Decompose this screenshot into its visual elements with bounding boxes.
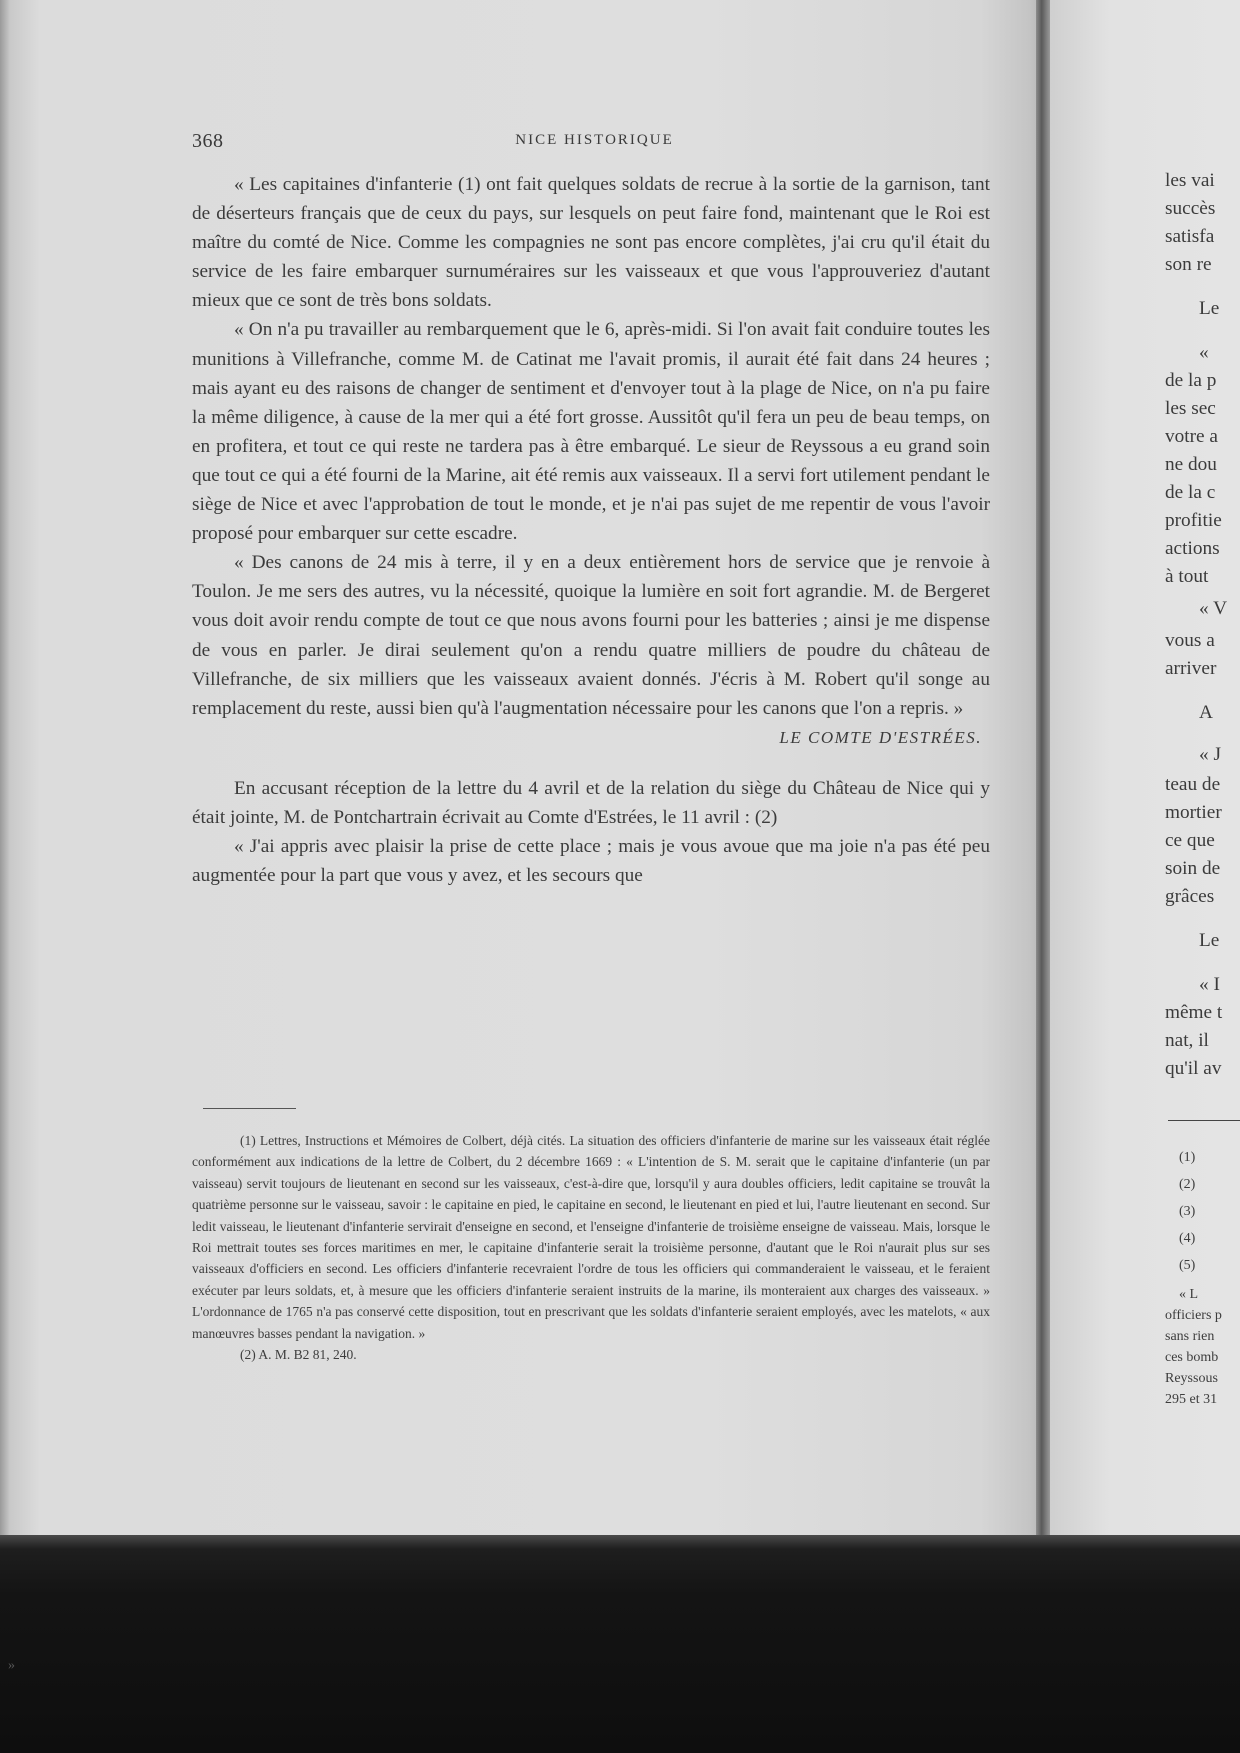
right-page-line: qu'il av [1165,1058,1222,1079]
right-page-line: soin de [1165,858,1221,879]
right-page-line: Le [1199,930,1220,951]
footnote: (1) Lettres, Instructions et Mémoires de Colbert, déjà cités. La situation des officiers d'infanterie de marine sur les vaisseaux était réglée conformément aux indications de la lettre de Colbert, du 2 décembre 1669 : « L'intention de S. M. serait que le capitaine d'infanterie (un par vaisseau) servit toujours de lieutenant en second sur les vaisseaux, c'est-à-dire que, lorsqu'il y aura doubles officiers, ledit capitaine se trouvât la quatrième personne sur le vaisseau, savoir : le capitaine en pied, le capitaine en second, le lieutenant en pied et lui, l'autre lieutenant en second. Sur ledit vaisseau, le lieutenant d'infanterie servirait d'enseigne en second, et l'enseigne d'infanterie de troisième enseigne de vaisseau. Mais, lorsque le Roi mettrait toutes ses forces maritimes en mer, le capitaine d'infanterie serait la troisième personne, d'autant que le Roi n'aurait plus sur ses vaisseaux d'officiers en second. Les officiers d'infanterie recevraient l'ordre de tous les officiers qui commanderaient le vaisseau, et le feraient exécuter par leurs soldats, et, à mesure que les officiers d'infanterie seraient instruits de la marine, ils monteraient aux charges des vaisseaux. » L'ordonnance de 1765 n'a pas conservé cette disposition, tout en prescrivant que les soldats d'infanterie seraient employés, avec les matelots, « aux manœuvres basses pendant la navigation. » [192,1133,990,1341]
right-page-line: son re [1165,254,1212,275]
right-page-line: Le [1199,298,1220,319]
scanner-background [0,1535,1240,1753]
book-gutter [1036,0,1050,1545]
right-page-note: (2) [1179,1177,1196,1192]
right-page-line: ce que [1165,830,1215,851]
paragraph: « Des canons de 24 mis à terre, il y en a deux entièrement hors de service que je renvoie à Toulon. Je me sers des autres, vu la nécessité, quoique la lumière en soit fort agrandie. M. de Bergeret vous doit avoir rendu compte de tout ce que nous avons fourni pour les batteries ; ainsi je me dispense de vous en parler. Je dirai seulement qu'on a rendu quatre milliers de poudre du château de Villefranche, de six milliers que les vaisseaux avaient donnés. J'écris à M. Robert qu'il songe au remplacement du reste, aussi bien qu'à l'augmentation nécessaire pour les canons que l'on a repris. » [192,552,990,719]
right-page-note: ces bomb [1165,1350,1219,1365]
right-page-line: de la c [1165,482,1216,503]
right-page-line: « [1199,342,1209,363]
right-page-line: les sec [1165,398,1216,419]
running-title: NICE HISTORIQUE [515,132,674,148]
right-page-line: actions [1165,538,1220,559]
right-page-note: sans rien [1165,1329,1215,1344]
paragraph: « On n'a pu travailler au rembarquement que le 6, après-midi. Si l'on avait fait conduire toutes les munitions à Villefranche, comme M. de Catinat me l'avait promis, il aurait été fait dans 24 heures ; mais ayant eu des raisons de changer de sentiment et d'envoyer tout à la plage de Nice, on n'a pu faire la même diligence, à cause de la mer qui a été fort grosse. Aussitôt qu'il fera un peu de beau temps, on en profitera, et tout ce qui reste ne tardera pas à être embarqué. Le sieur de Reyssous a eu grand soin que tout ce qui a été fourni de la Marine, ait été remis aux vaisseaux. Il a servi fort utilement pendant le siège de Nice et avec l'approbation de tout le monde, et je n'ai pas sujet de me repentir de vous l'avoir proposé pour embarquer sur cette escadre. [192,319,990,545]
right-page-line: même t [1165,1002,1223,1023]
right-page-note: Reyssous [1165,1371,1218,1386]
right-page-line: « V [1199,598,1228,619]
right-page-line: « I [1199,974,1220,995]
right-footnote-separator [1168,1120,1240,1121]
right-page-note: « L [1179,1287,1199,1302]
right-page-line: succès [1165,198,1216,219]
right-page-line: votre a [1165,426,1218,447]
right-page-line: satisfa [1165,226,1215,247]
footnote: (2) A. M. B2 81, 240. [240,1347,357,1363]
right-page-note: 295 et 31 [1165,1392,1218,1407]
right-page-line: arriver [1165,658,1217,679]
right-page-note: (4) [1179,1231,1196,1246]
footnotes [192,1130,990,1365]
right-page-line: les vai [1165,170,1215,191]
running-header [192,130,997,154]
page-number: 368 [192,130,224,152]
right-page-line: A [1199,702,1213,723]
right-page-line: vous a [1165,630,1215,651]
right-page-line: profitie [1165,510,1222,531]
right-page-note: officiers p [1165,1308,1222,1323]
footnote-separator [203,1108,296,1109]
right-page-line: à tout [1165,566,1209,587]
right-page-note: (5) [1179,1258,1196,1273]
right-page-line: teau de [1165,774,1221,795]
right-page-line: mortier [1165,802,1222,823]
edge-mark: » [8,1658,15,1673]
right-page-line: de la p [1165,370,1217,391]
right-page-note: (1) [1179,1150,1196,1165]
right-page-line: ne dou [1165,454,1217,475]
right-page-line: « J [1199,744,1221,765]
right-page-line: nat, il [1165,1030,1209,1051]
paragraph: En accusant réception de la lettre du 4 avril et de la relation du siège du Château de Nice qui y était jointe, M. de Pontchartrain écrivait au Comte d'Estrées, le 11 avril : (2) [192,777,990,828]
right-page-line: grâces [1165,886,1215,907]
signature: LE COMTE D'ESTRÉES. [779,727,982,747]
paragraph: « Les capitaines d'infanterie (1) ont fait quelques soldats de recrue à la sortie de la garnison, tant de déserteurs français que de ceux du pays, sur lesquels on peut faire fond, maintenant que le Roi est maître du comté de Nice. Comme les compagnies ne sont pas encore complètes, j'ai cru qu'il était du service de les faire embarquer surnuméraires sur les vaisseaux et que vous l'approuveriez d'autant mieux que ce sont de très bons soldats. [192,174,990,312]
main-text [192,170,990,890]
right-page-note: (3) [1179,1204,1196,1219]
paragraph: « J'ai appris avec plaisir la prise de cette place ; mais je vous avoue que ma joie n'a pas été peu augmentée pour la part que vous y avez, et les secours que [192,836,990,887]
